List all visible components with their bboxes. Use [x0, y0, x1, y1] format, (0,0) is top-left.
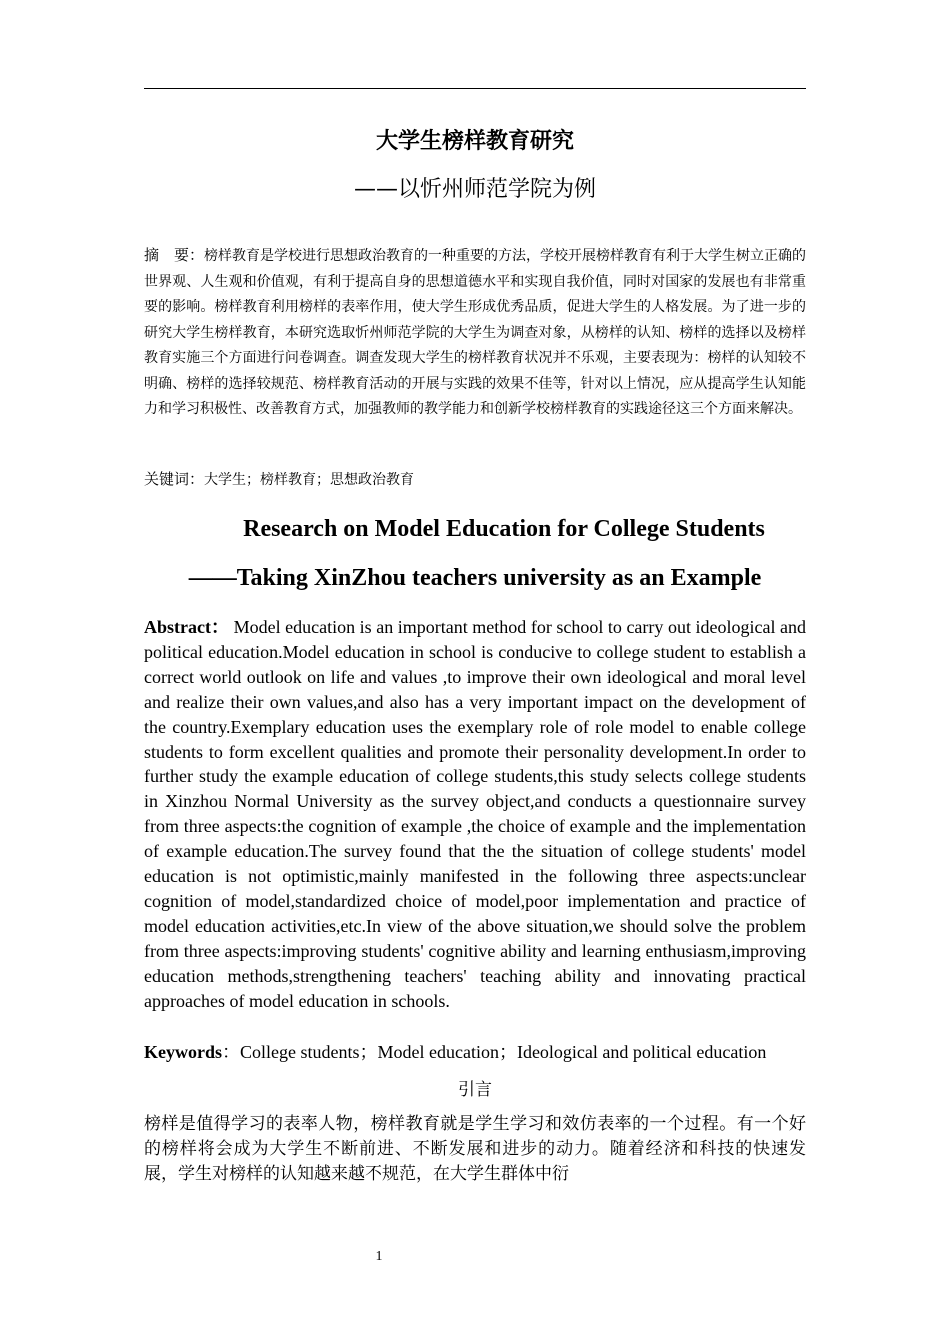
- english-keywords: [144, 1040, 824, 1065]
- introduction-paragraph: 榜样是值得学习的表率人物，榜样教育就是学生学习和效仿表率的一个过程。有一个好的榜样将会成为大学生不断前进、不断发展和进步的动力。随着经济和科技的快速发展，学生对榜样的认知越来越不规范，在大学生群体中衍: [144, 1114, 806, 1184]
- header-rule: [144, 88, 806, 89]
- chinese-title: 大学生榜样教育研究: [375, 129, 574, 154]
- chinese-subtitle: ——以忻州师范学院为例: [353, 177, 596, 202]
- introduction-heading: 引言: [458, 1080, 492, 1100]
- chinese-keywords: [144, 467, 806, 492]
- chinese-keywords-text: 大学生；榜样教育；思想政治教育: [204, 472, 415, 488]
- english-abstract-text: Model education is an important method for school to carry out ideological and political education.Model education in school is conducive to college student to establish a correct world outlook on life and values ,to improve their own ideological and moral level and realize their own values,and also has a very important impact on the development of the country.Exemplary education uses the exemplary role of role model to enable college students to form excellent qualities and promote their personality development.In order to further study the example education of college students,this study selects college students in Xinzhou Normal University as the survey object,and conducts a questionnaire survey from three aspects:the cognition of example ,the choice of example and the implementation of example education.The survey found that the the situation of college students' model education is not optimistic,mainly manifested in the following three aspects:unclear cognition of model,standardized choice of model,poor implementation and practice of model education activities,etc.In view of the above situation,we should solve the problem from three aspects:improving students' cognitive ability and learning enthusiasm,improving education methods,strengthening teachers' teaching ability and innovating practical approaches of model education in schools.: [144, 617, 807, 1011]
- chinese-abstract-text: 榜样教育是学校进行思想政治教育的一种重要的方法，学校开展榜样教育有利于大学生树立正确的世界观、人生观和价值观，有利于提高自身的思想道德水平和实现自我价值，同时对国家的发展也有非常重要的影响。榜样教育利用榜样的表率作用，使大学生形成优秀品质，促进大学生的人格发展。为了进一步的研究大学生榜样教育，本研究选取忻州师范学院的大学生为调查对象，从榜样的认知、榜样的选择以及榜样教育实施三个方面进行问卷调查。调查发现大学生的榜样教育状况并不乐观，主要表现为：榜样的认知较不明确、榜样的选择较规范、榜样教育活动的开展与实践的效果不佳等，针对以上情况，应从提高学生认知能力和学习积极性、改善教育方式，加强教师的教学能力和创新学校榜样教育的实践途径这三个方面来解决。: [144, 248, 807, 417]
- chinese-abstract-label: 摘 要：: [144, 246, 205, 264]
- english-abstract: [144, 615, 806, 1014]
- page-number: 1: [375, 1249, 383, 1264]
- english-subtitle: ——Taking XinZhou teachers university as an Example: [188, 565, 762, 591]
- chinese-keywords-label: 关键词：: [144, 470, 205, 488]
- english-abstract-label: Abstract：: [144, 617, 230, 637]
- chinese-abstract: [144, 243, 806, 423]
- english-keywords-label: Keywords: [144, 1042, 222, 1062]
- english-title: Research on Model Education for College Students: [243, 516, 765, 542]
- english-keywords-text: ：College students；Model education；Ideological and political education: [222, 1042, 767, 1062]
